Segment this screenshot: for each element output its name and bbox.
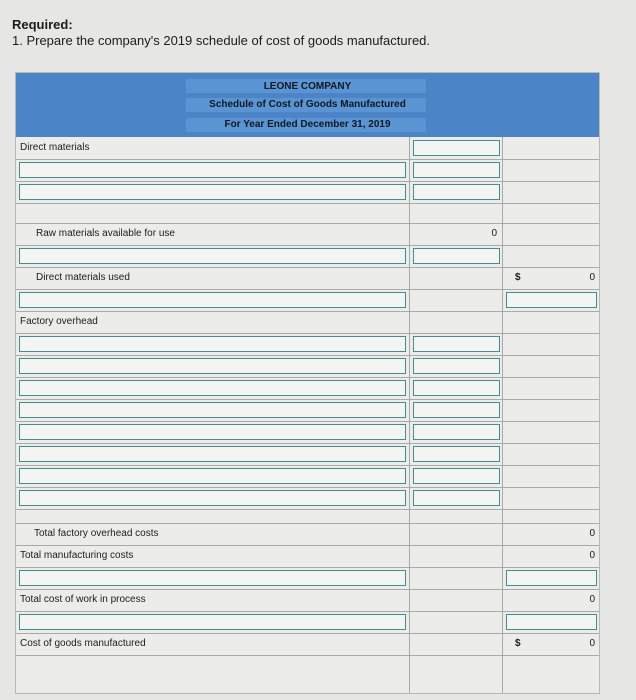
input-row-overhead-5 xyxy=(16,421,599,444)
label-total-overhead: Total factory overhead costs xyxy=(34,528,159,539)
amount-input[interactable] xyxy=(413,248,500,264)
dollar-sign: $ xyxy=(515,272,521,283)
value-cogm: 0 xyxy=(589,638,595,649)
value-raw-available: 0 xyxy=(491,228,497,239)
amount-input[interactable] xyxy=(413,468,500,484)
schedule-period: For Year Ended December 31, 2019 xyxy=(224,119,391,130)
amount-input[interactable] xyxy=(413,336,500,352)
row-direct-materials-used xyxy=(16,267,599,290)
amount-input[interactable] xyxy=(413,446,500,462)
description-input[interactable] xyxy=(19,424,406,440)
amount-input[interactable] xyxy=(413,402,500,418)
value-total-overhead: 0 xyxy=(589,528,595,539)
input-row-overhead-2 xyxy=(16,355,599,378)
spacer-row xyxy=(16,509,599,524)
label-raw-available: Raw materials available for use xyxy=(36,228,175,239)
input-row-overhead-4 xyxy=(16,399,599,422)
input-row-ending-wip xyxy=(16,611,599,634)
description-input[interactable] xyxy=(19,446,406,462)
label-direct-materials: Direct materials xyxy=(20,142,90,153)
description-input[interactable] xyxy=(19,292,406,308)
amount-input[interactable] xyxy=(506,570,597,586)
row-raw-materials-available xyxy=(16,223,599,246)
label-total-wip: Total cost of work in process xyxy=(20,594,146,605)
required-item-1: 1. Prepare the company's 2019 schedule of cost of goods manufactured. xyxy=(12,33,431,48)
description-input[interactable] xyxy=(19,336,406,352)
input-row-ending-materials xyxy=(16,245,599,268)
description-input[interactable] xyxy=(19,380,406,396)
dollar-sign: $ xyxy=(515,638,521,649)
input-row-direct-labor xyxy=(16,289,599,312)
schedule-worksheet xyxy=(15,72,600,694)
input-row-overhead-7 xyxy=(16,465,599,488)
row-cost-of-goods-manufactured xyxy=(16,633,599,656)
label-total-mfg: Total manufacturing costs xyxy=(20,550,134,561)
description-input[interactable] xyxy=(19,402,406,418)
spacer-row xyxy=(16,655,599,693)
company-name: LEONE COMPANY xyxy=(263,81,352,92)
amount-input[interactable] xyxy=(413,490,500,506)
description-input[interactable] xyxy=(19,490,406,506)
input-row-overhead-1 xyxy=(16,333,599,356)
spacer-row xyxy=(16,203,599,224)
input-row-materials-1 xyxy=(16,159,599,182)
description-input[interactable] xyxy=(19,358,406,374)
description-input[interactable] xyxy=(19,570,406,586)
description-input[interactable] xyxy=(19,468,406,484)
value-direct-used: 0 xyxy=(589,272,595,283)
row-total-work-in-process xyxy=(16,589,599,612)
value-total-mfg: 0 xyxy=(589,550,595,561)
description-input[interactable] xyxy=(19,162,406,178)
row-total-manufacturing-costs xyxy=(16,545,599,568)
row-total-factory-overhead xyxy=(16,523,599,546)
amount-input[interactable] xyxy=(413,424,500,440)
amount-input[interactable] xyxy=(413,184,500,200)
amount-input[interactable] xyxy=(413,140,500,156)
row-factory-overhead xyxy=(16,311,599,334)
input-row-overhead-6 xyxy=(16,443,599,466)
amount-input[interactable] xyxy=(413,380,500,396)
description-input[interactable] xyxy=(19,248,406,264)
amount-input[interactable] xyxy=(506,614,597,630)
description-input[interactable] xyxy=(19,184,406,200)
amount-input[interactable] xyxy=(413,358,500,374)
input-row-beginning-wip xyxy=(16,567,599,590)
input-row-materials-2 xyxy=(16,181,599,204)
label-factory-overhead: Factory overhead xyxy=(20,316,98,327)
schedule-header xyxy=(16,73,599,137)
label-cogm: Cost of goods manufactured xyxy=(20,638,146,649)
required-heading: Required: xyxy=(12,17,73,32)
label-direct-used: Direct materials used xyxy=(36,272,130,283)
input-row-overhead-8 xyxy=(16,487,599,510)
value-total-wip: 0 xyxy=(589,594,595,605)
schedule-title: Schedule of Cost of Goods Manufactured xyxy=(209,99,406,110)
amount-input[interactable] xyxy=(413,162,500,178)
input-row-overhead-3 xyxy=(16,377,599,400)
row-direct-materials xyxy=(16,137,599,160)
description-input[interactable] xyxy=(19,614,406,630)
amount-input[interactable] xyxy=(506,292,597,308)
